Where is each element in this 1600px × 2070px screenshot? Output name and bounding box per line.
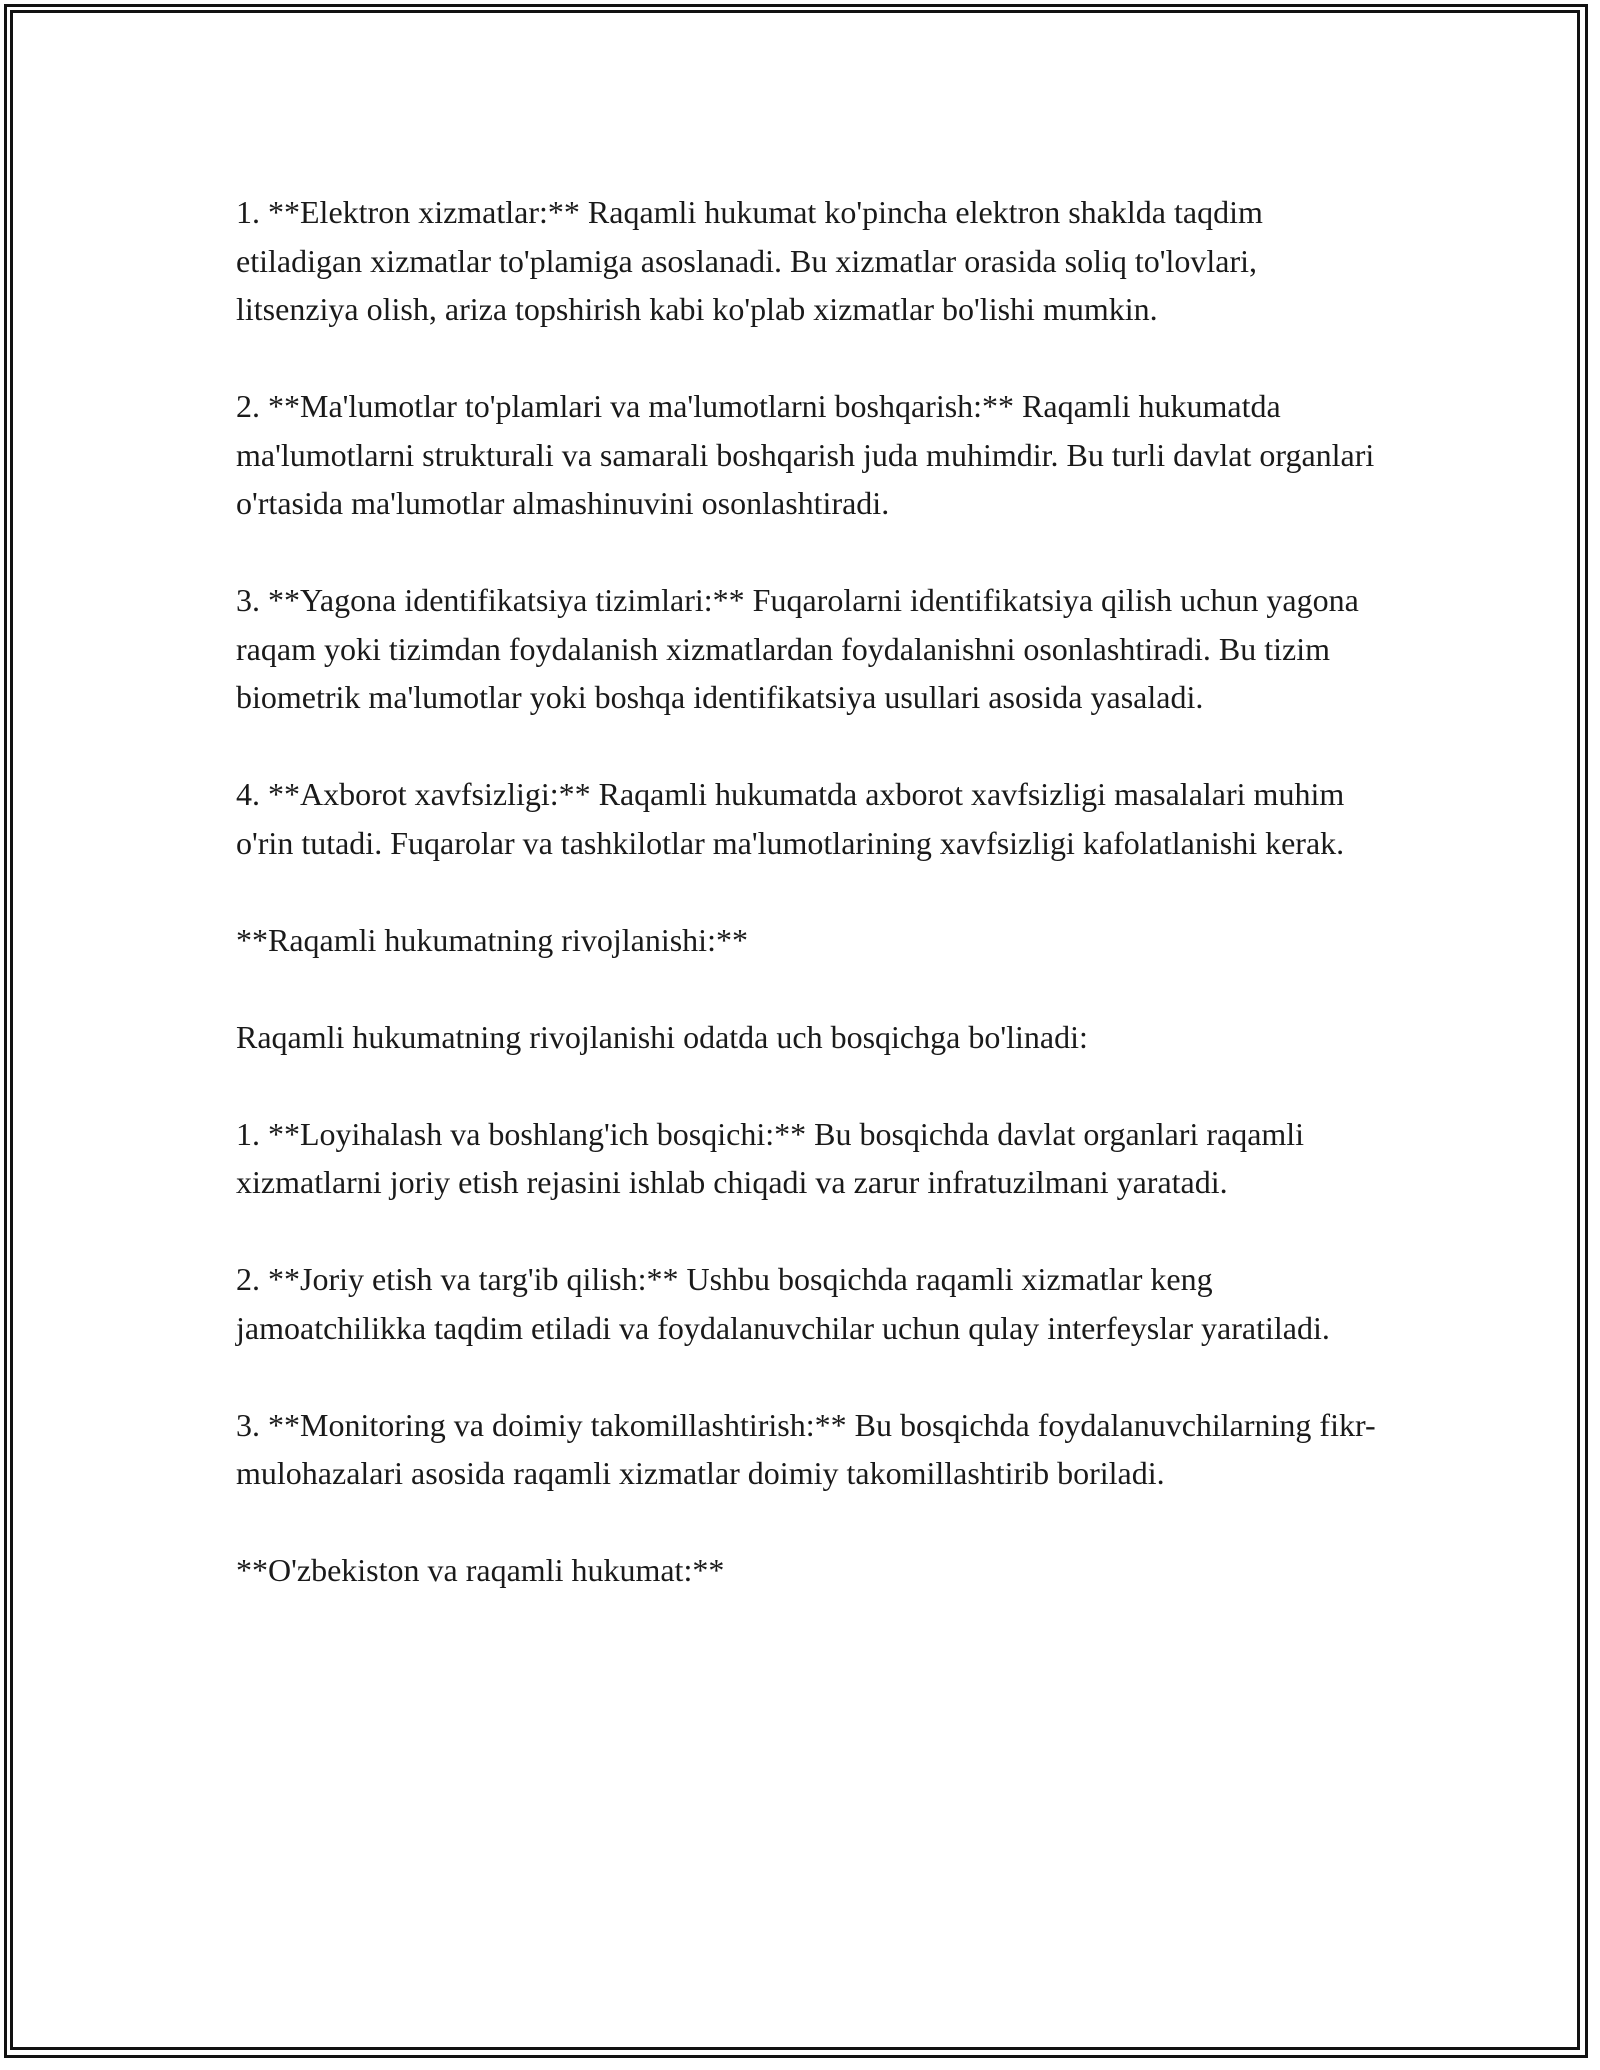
paragraph-monitoring-stage: 3. **Monitoring va doimiy takomillashtirish:** Bu bosqichda foydalanuvchilarning fikr-mulohazalari asosida raqamli xizmatlar doimiy takomillashtirib boriladi. [236,1406,1376,1491]
section-heading-development: **Raqamli hukumatning rivojlanishi:** [236,921,748,958]
paragraph-design-stage: 1. **Loyihalash va boshlang'ich bosqichi:** Bu bosqichda davlat organlari raqamli xizmatlarni joriy etish rejasini ishlab chiqadi va zarur infratuzilmani yaratadi. [236,1115,1305,1200]
paragraph-data-management: 2. **Ma'lumotlar to'plamlari va ma'lumotlarni boshqarish:** Raqamli hukumatda ma'lumotlarni strukturali va samarali boshqarish juda muhimdir. Bu turli davlat organlari o'rtasida ma'lumotlar almashinuvini osonlashtiradi. [236,388,1375,521]
paragraph-implementation-stage: 2. **Joriy etish va targ'ib qilish:** Ushbu bosqichda raqamli xizmatlar keng jamoatchilikka taqdim etiladi va foydalanuvchilar uchun qulay interfeyslar yaratiladi. [236,1261,1330,1346]
paragraph-development-intro: Raqamli hukumatning rivojlanishi odatda uch bosqichga bo'linadi: [236,1018,1088,1055]
paragraph-electronic-services: 1. **Elektron xizmatlar:** Raqamli hukumat ko'pincha elektron shakldа taqdim etiladigan xizmatlar to'plamiga asoslanadi. Bu xizmatlar orasida soliq to'lovlari, litsenziya olish, ariza topshirish kabi ko'plab xizmatlar bo'lishi mumkin. [236,194,1263,327]
document-body [236,188,1376,1595]
paragraph-unified-identification: 3. **Yagona identifikatsiya tizimlari:** Fuqarolarni identifikatsiya qilish uchun yagona raqam yoki tizimdan foydalanish xizmatlardan foydalanishni osonlashtiradi. Bu tizim biometrik ma'lumotlar yoki boshqa identifikatsiya usullari asosida yasaladi. [236,582,1359,715]
section-heading-uzbekistan: **O'zbekiston va raqamli hukumat:** [236,1552,725,1588]
paragraph-information-security: 4. **Axborot xavfsizligi:** Raqamli hukumatda axborot xavfsizligi masalalari muhim o'rin tutadi. Fuqarolar va tashkilotlar ma'lumotlarining xavfsizligi kafolatlanishi kerak. [236,776,1345,861]
